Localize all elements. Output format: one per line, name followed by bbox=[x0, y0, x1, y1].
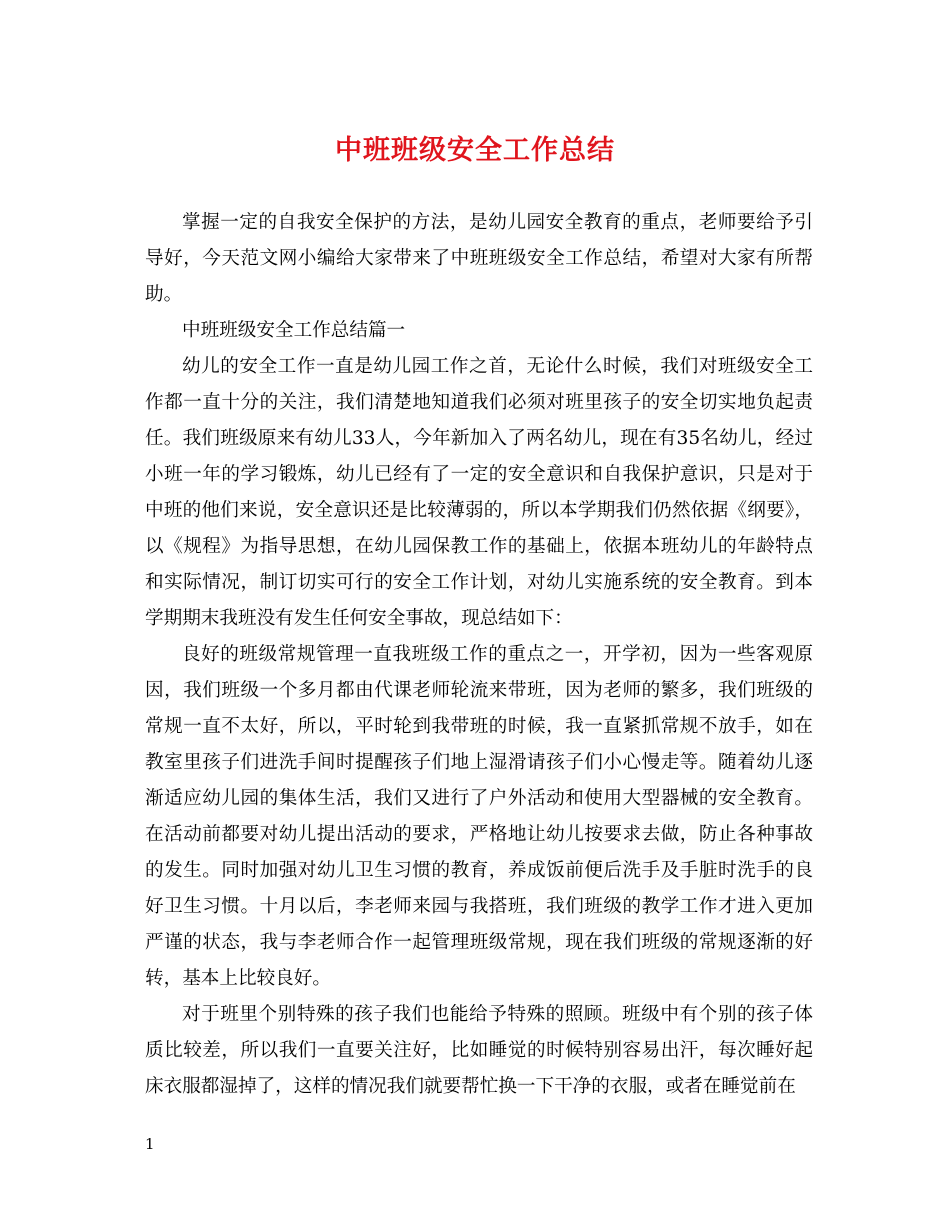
intro-paragraph: 掌握一定的自我安全保护的方法，是幼儿园安全教育的重点，老师要给予引导好，今天范文网小编给大家带来了中班班级安全工作总结，希望对大家有所帮助。 bbox=[145, 212, 813, 305]
body-paragraph: 良好的班级常规管理一直我班级工作的重点之一，开学初，因为一些客观原因，我们班级一个多月都由代课老师轮流来带班，因为老师的繁多，我们班级的常规一直不太好，所以，平时轮到我带班的时候，我一直紧抓常规不放手，如在教室里孩子们进洗手间时提醒孩子们地上湿滑请孩子们小心慢走等。随着幼儿逐渐适应幼儿园的集体生活，我们又进行了户外活动和使用大型器械的安全教育。在活动前都要对幼儿提出活动的要求，严格地让幼儿按要求去做，防止各种事故的发生。同时加强对幼儿卫生习惯的教育，养成饭前便后洗手及手脏时洗手的良好卫生习惯。十月以后，李老师来园与我搭班，我们班级的教学工作才进入更加严谨的状态，我与李老师合作一起管理班级常规，现在我们班级的常规逐渐的好转，基本上比较良好。 bbox=[145, 644, 813, 989]
document-body bbox=[145, 205, 813, 1105]
body-paragraph: 幼儿的安全工作一直是幼儿园工作之首，无论什么时候，我们对班级安全工作都一直十分的关注，我们清楚地知道我们必须对班里孩子的安全切实地负起责任。我们班级原来有幼儿33人，今年新加入了两名幼儿，现在有35名幼儿，经过小班一年的学习锻炼，幼儿已经有了一定的安全意识和自我保护意识，只是对于中班的他们来说，安全意识还是比较薄弱的，所以本学期我们仍然依据《纲要》，以《规程》为指导思想，在幼儿园保教工作的基础上，依据本班幼儿的年龄特点和实际情况，制订切实可行的安全工作计划，对幼儿实施系统的安全教育。到本学期期末我班没有发生任何安全事故，现总结如下： bbox=[145, 356, 813, 629]
section-heading: 中班班级安全工作总结篇一 bbox=[182, 320, 406, 341]
body-paragraph: 对于班里个别特殊的孩子我们也能给予特殊的照顾。班级中有个别的孩子体质比较差，所以我们一直要关注好，比如睡觉的时候特别容易出汗，每次睡好起床衣服都湿掉了，这样的情况我们就要帮忙换一下干净的衣服，或者在睡觉前在 bbox=[145, 1004, 813, 1097]
page-number: 1 bbox=[145, 1135, 155, 1153]
document-title: 中班班级安全工作总结 bbox=[335, 135, 615, 166]
